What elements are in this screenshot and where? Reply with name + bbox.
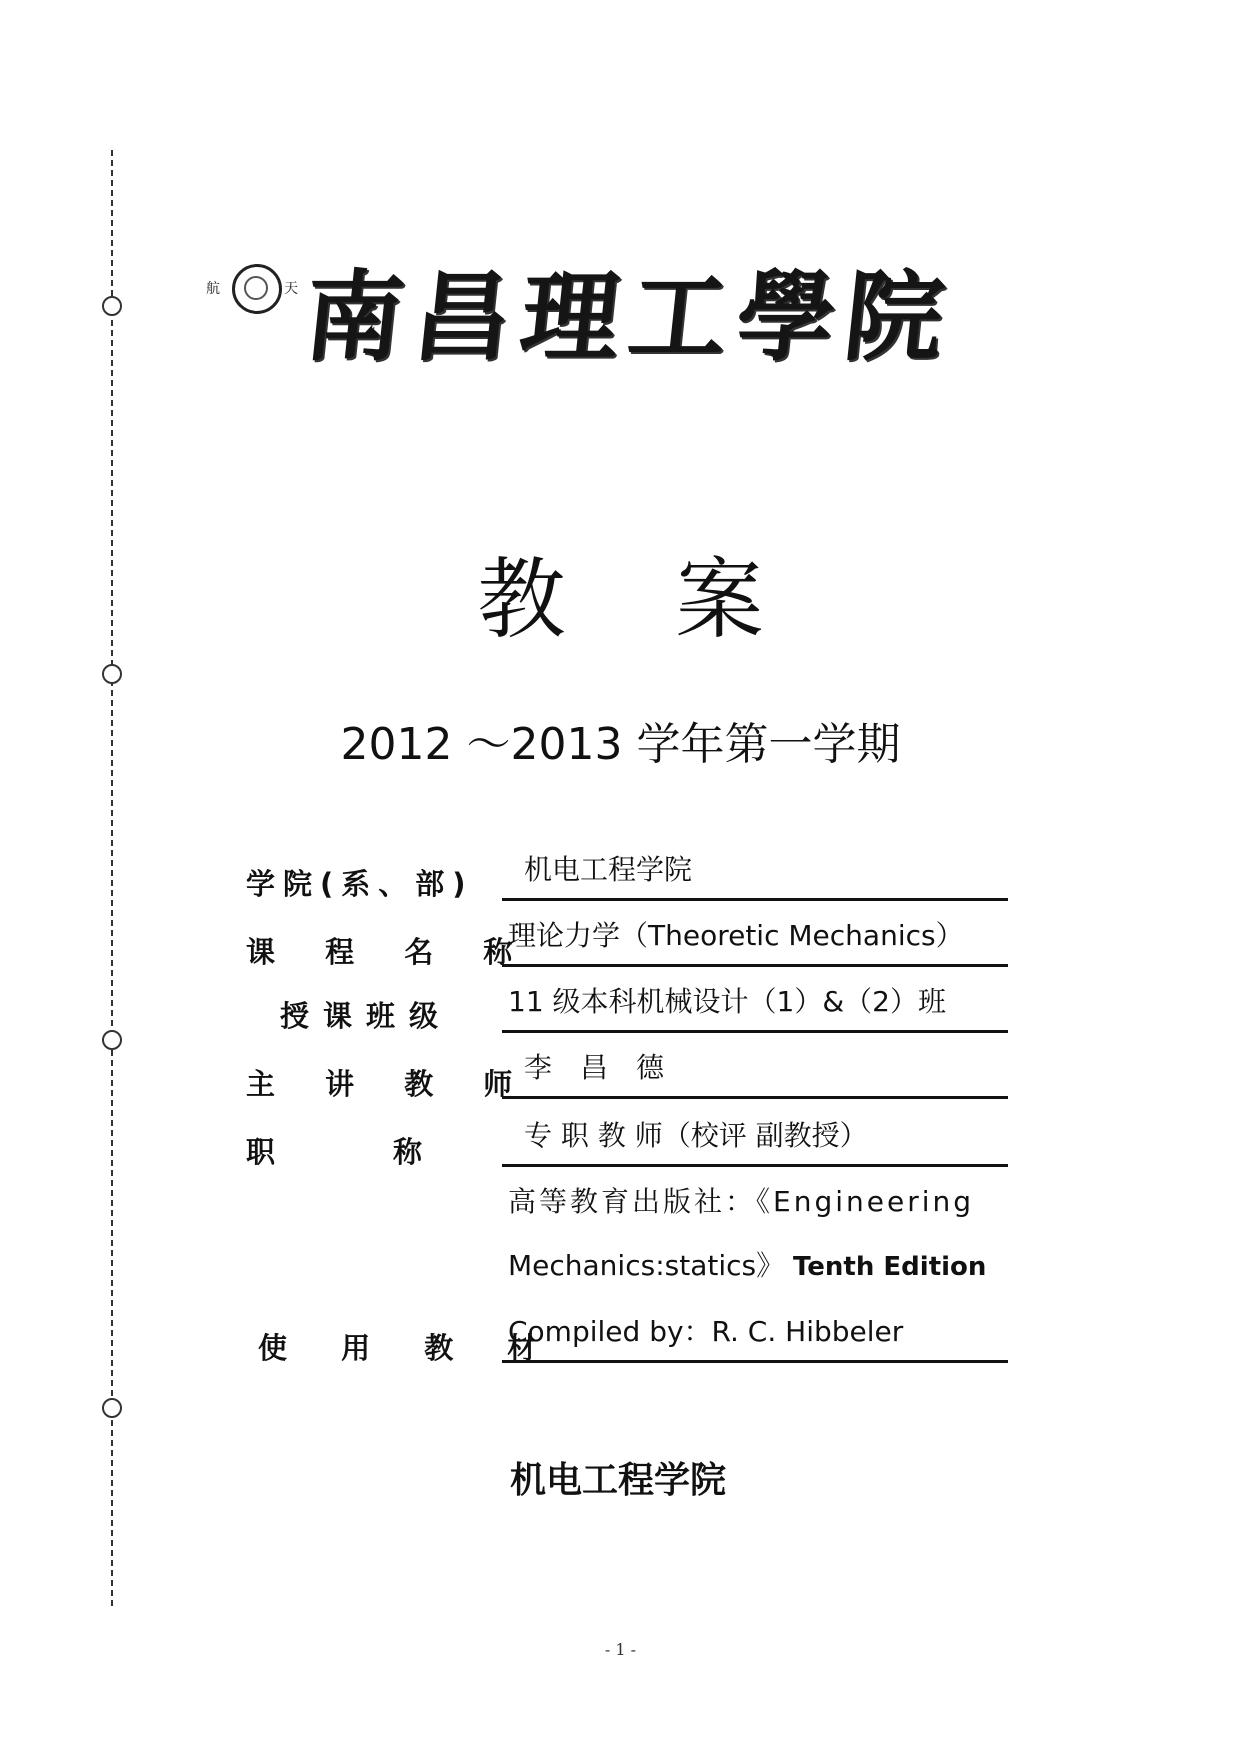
binding-hole <box>102 1030 122 1050</box>
binding-hole <box>102 296 122 316</box>
textbook-line-3: Compiled by：R. C. Hibbeler <box>508 1315 904 1348</box>
teacher-value: 李 昌 德 <box>524 1051 665 1084</box>
emblem-right-char: 天 <box>284 281 298 297</box>
rank-underline <box>502 1164 1008 1167</box>
rank-label: 职 称 <box>246 1135 443 1169</box>
school-name-calligraphy: 南昌理工學院 <box>299 260 960 375</box>
class-value: 11 级本科机械设计（1）&（2）班 <box>508 985 946 1018</box>
textbook-line-1: 高等教育出版社：《Engineering <box>508 1185 975 1218</box>
college-value: 机电工程学院 <box>524 853 693 886</box>
textbook-label: 使 用 教 材 <box>258 1331 559 1365</box>
college-underline <box>502 898 1008 901</box>
binding-line <box>111 150 113 1606</box>
rank-value: 专 职 教 师（校评 副教授） <box>524 1119 868 1152</box>
course-label: 课 程 名 称 <box>246 935 533 969</box>
course-underline <box>502 964 1008 967</box>
school-emblem-icon <box>204 262 304 318</box>
page-number: - 1 - <box>604 1640 637 1659</box>
binding-hole <box>102 664 122 684</box>
emblem-left-char: 航 <box>206 281 220 297</box>
teacher-label: 主 讲 教 师 <box>246 1067 533 1101</box>
academic-term: 2012 ～2013 学年第一学期 <box>340 719 901 770</box>
college-label: 学院(系、部) <box>246 867 474 901</box>
teacher-underline <box>502 1096 1008 1099</box>
course-value: 理论力学（Theoretic Mechanics） <box>508 919 964 952</box>
class-underline <box>502 1030 1008 1033</box>
binding-hole <box>102 1398 122 1418</box>
class-label: 授课班级 <box>280 999 453 1033</box>
textbook-underline <box>502 1360 1008 1363</box>
document-title: 教案 <box>477 548 874 651</box>
textbook-edition: Tenth Edition <box>793 1252 987 1282</box>
footer-school-name: 机电工程学院 <box>510 1459 727 1501</box>
textbook-line-2 <box>508 1244 986 1284</box>
textbook-title: Mechanics:statics》 <box>508 1249 785 1282</box>
